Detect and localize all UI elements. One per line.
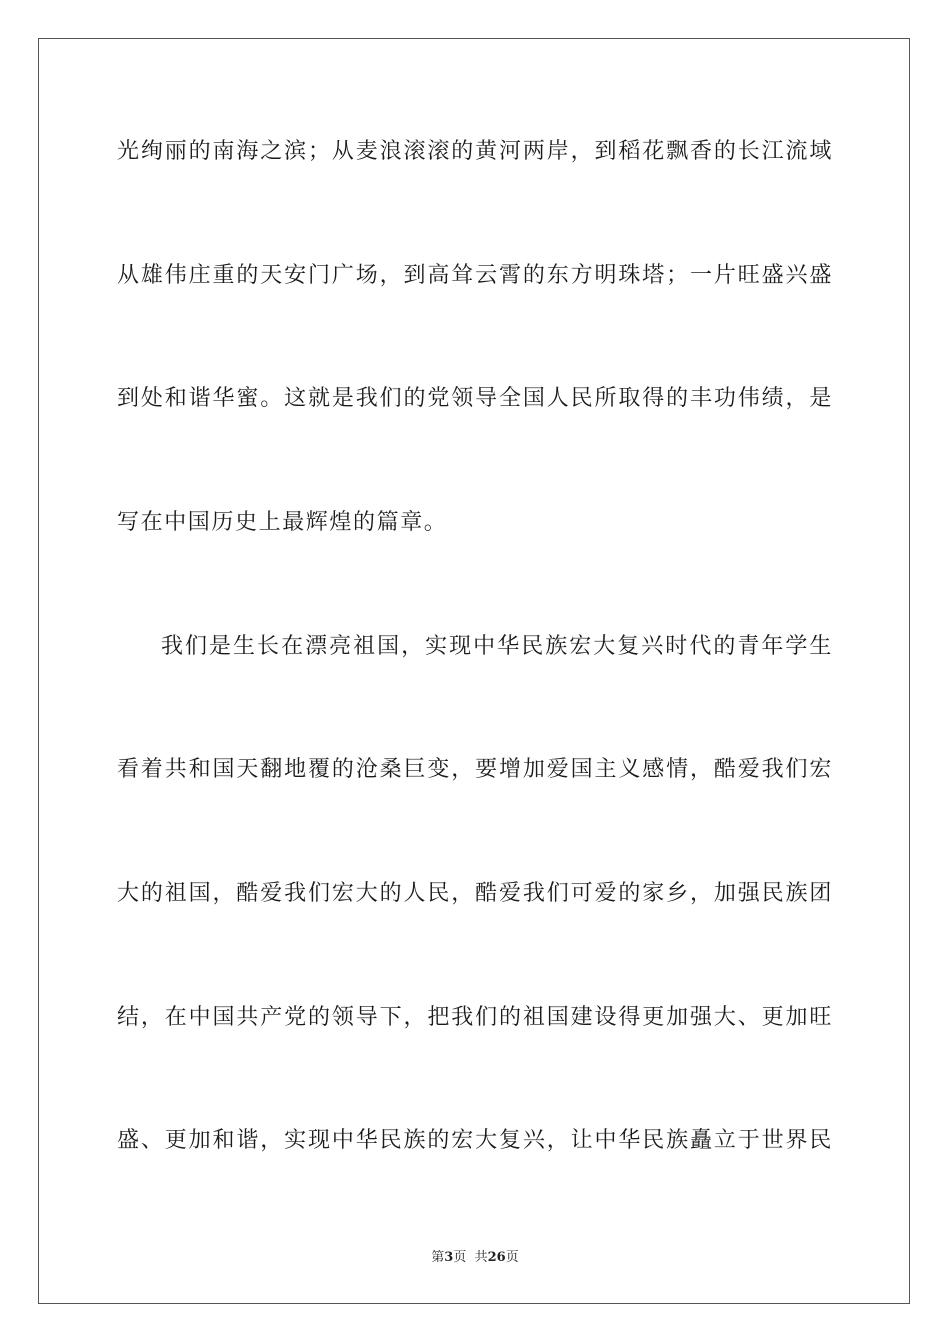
paragraph-first-line: 我们是生长在漂亮祖国，实现中华民族宏大复兴时代的青年学生 [161, 634, 833, 659]
body-text-line: 到处和谐华蜜。这就是我们的党领导全国人民所取得的丰功伟绩，是 [117, 386, 833, 411]
body-text-line: 盛、更加和谐，实现中华民族的宏大复兴，让中华民族矗立于世界民 [117, 1128, 833, 1153]
body-text-line: 从雄伟庄重的天安门广场，到高耸云霄的东方明珠塔；一片旺盛兴盛 [117, 263, 833, 288]
footer-suffix: 页 [505, 1250, 519, 1265]
footer-prefix: 第 [431, 1250, 445, 1265]
current-page-number: 3 [444, 1250, 454, 1265]
footer-middle: 页 共 [453, 1250, 488, 1265]
page-border [38, 38, 910, 1304]
body-text-line: 光绚丽的南海之滨；从麦浪滚滚的黄河两岸，到稻花飘香的长江流域 [117, 139, 833, 164]
body-text-line: 大的祖国，酷爱我们宏大的人民，酷爱我们可爱的家乡，加强民族团 [117, 881, 833, 906]
body-text-line: 写在中国历史上最辉煌的篇章。 [117, 510, 448, 535]
page-number-footer [0, 1246, 950, 1265]
body-text-line: 看着共和国天翻地覆的沧桑巨变，要增加爱国主义感情，酷爱我们宏 [117, 757, 833, 782]
total-pages-number: 26 [487, 1250, 506, 1265]
body-text-line: 结，在中国共产党的领导下，把我们的祖国建设得更加强大、更加旺 [117, 1005, 833, 1030]
